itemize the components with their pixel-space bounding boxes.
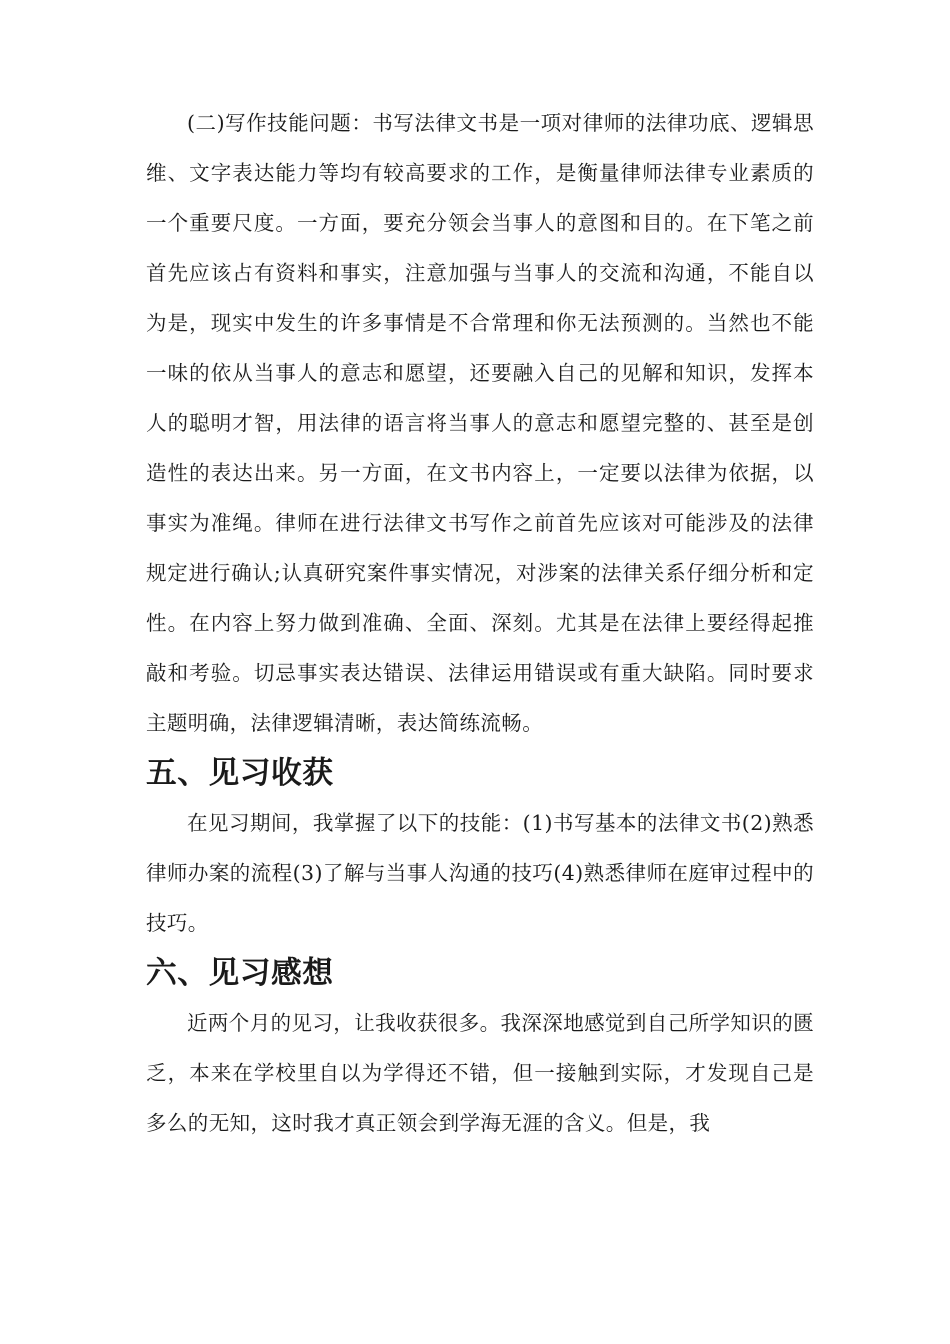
paragraph-skills-learned: 在见习期间，我掌握了以下的技能：(1)书写基本的法律文书(2)熟悉律师办案的流程(3)了解与当事人沟通的技巧(4)熟悉律师在庭审过程中的技巧。 — [146, 811, 814, 935]
paragraph-reflections: 近两个月的见习，让我收获很多。我深深地感觉到自己所学知识的匮乏，本来在学校里自以为学得还不错，但一接触到实际，才发现自己是多么的无知，这时我才真正领会到学海无涯的含义。但是，我 — [146, 1011, 814, 1135]
document-body — [146, 98, 814, 1148]
section-heading-reflections: 六、见习感想 — [146, 955, 334, 991]
section-heading-gains: 五、见习收获 — [146, 755, 334, 791]
paragraph-writing-skills: (二)写作技能问题：书写法律文书是一项对律师的法律功底、逻辑思维、文字表达能力等均有较高要求的工作，是衡量律师法律专业素质的一个重要尺度。一方面，要充分领会当事人的意图和目的。在下笔之前首先应该占有资料和事实，注意加强与当事人的交流和沟通，不能自以为是，现实中发生的许多事情是不合常理和你无法预测的。当然也不能一味的依从当事人的意志和愿望，还要融入自己的见解和知识，发挥本人的聪明才智，用法律的语言将当事人的意志和愿望完整的、甚至是创造性的表达出来。另一方面，在文书内容上，一定要以法律为依据，以事实为准绳。律师在进行法律文书写作之前首先应该对可能涉及的法律规定进行确认;认真研究案件事实情况，对涉案的法律关系仔细分析和定性。在内容上努力做到准确、全面、深刻。尤其是在法律上要经得起推敲和考验。切忌事实表达错误、法律运用错误或有重大缺陷。同时要求主题明确，法律逻辑清晰，表达简练流畅。 — [146, 111, 814, 735]
